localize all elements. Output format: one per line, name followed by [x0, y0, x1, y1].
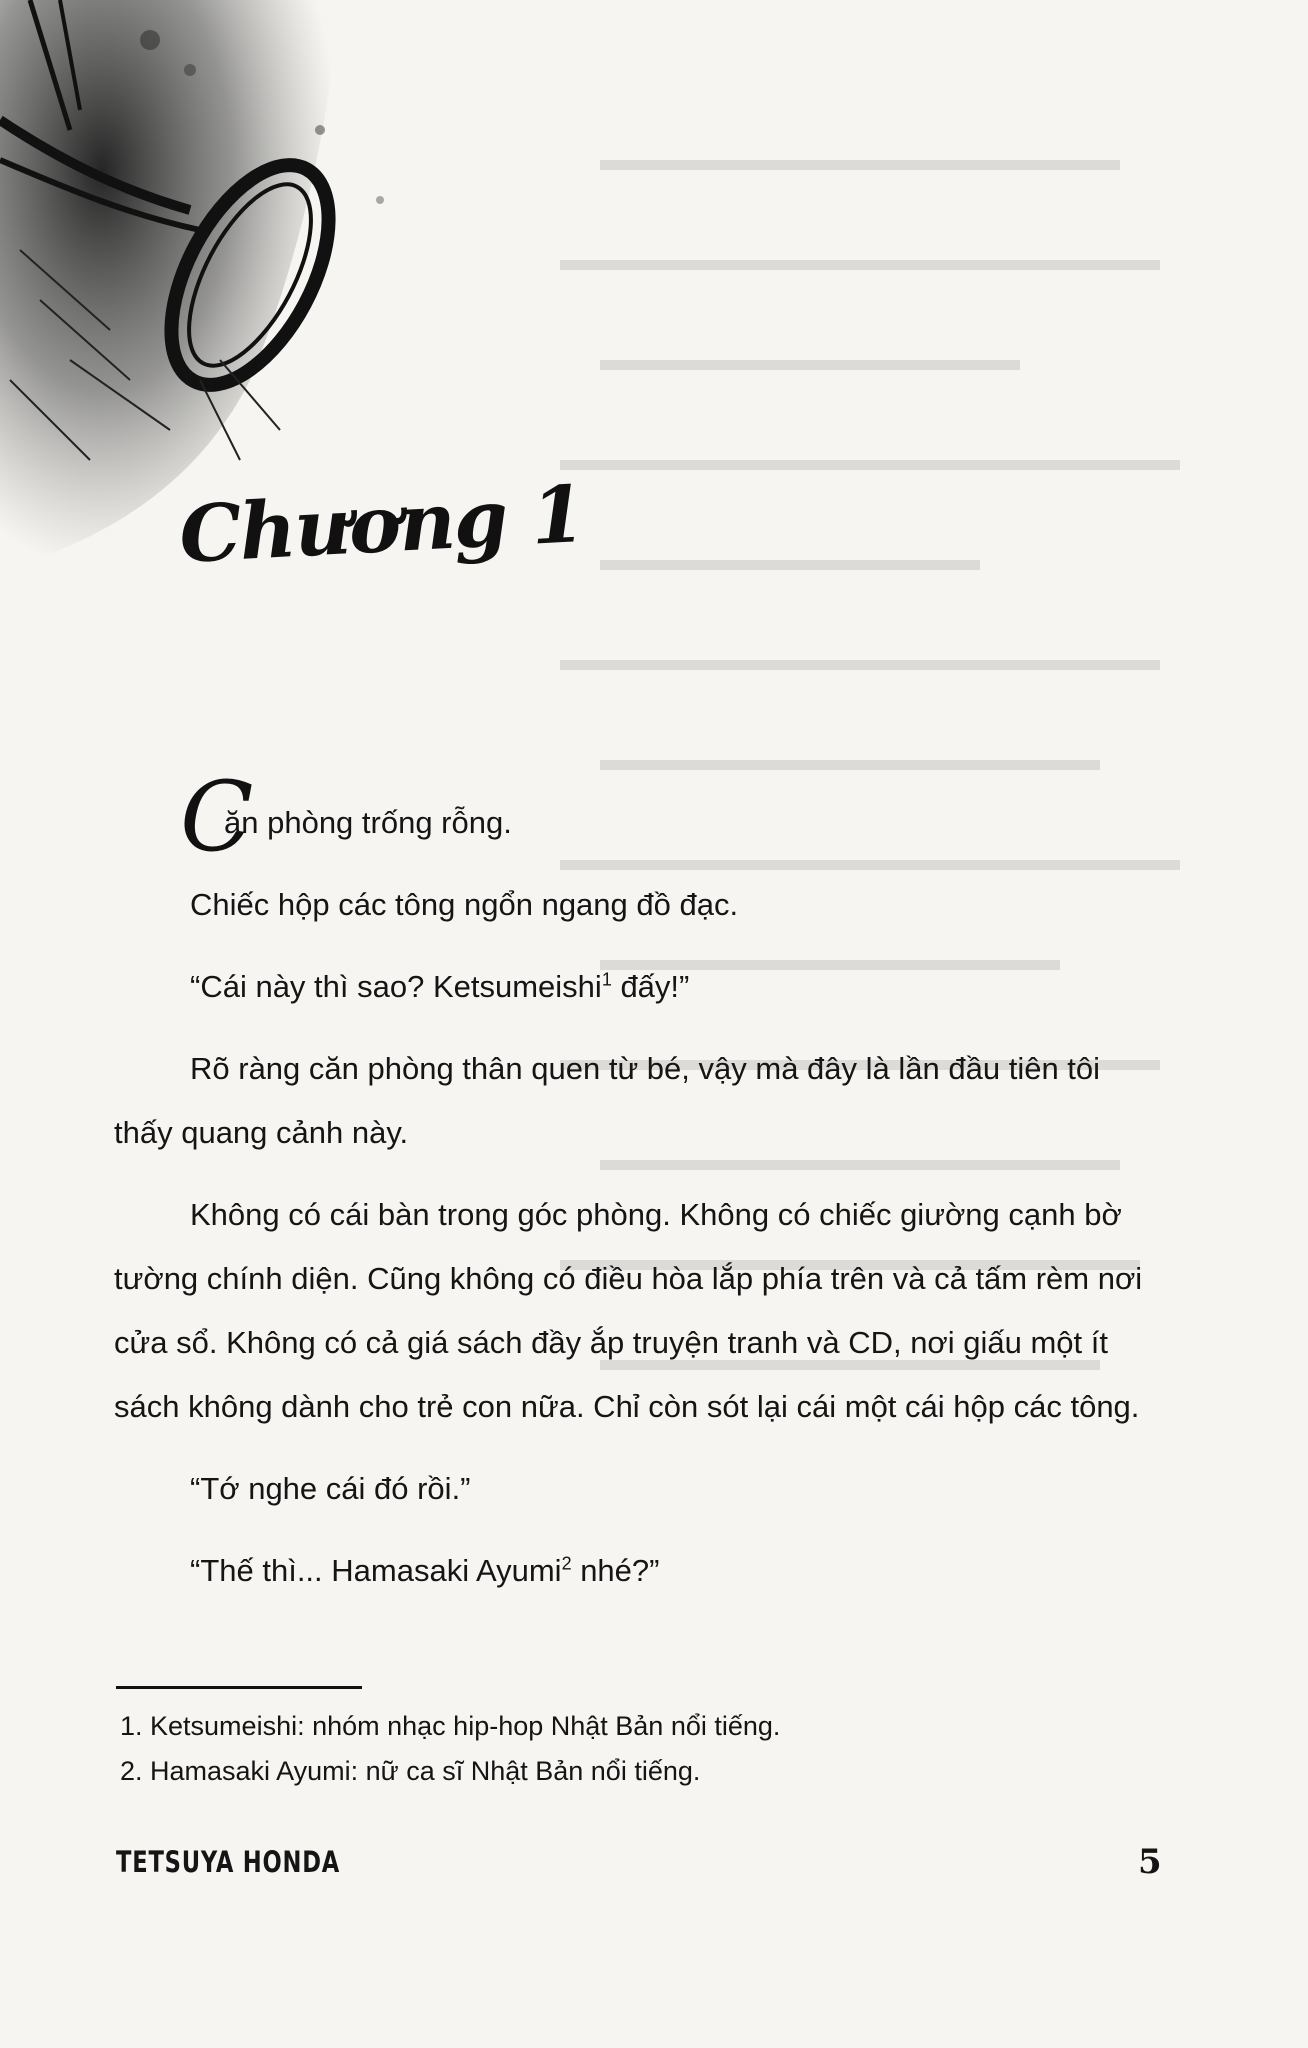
footnotes [120, 1704, 1120, 1794]
paragraph [114, 1539, 1154, 1603]
paragraph: Rõ ràng căn phòng thân quen từ bé, vậy mà đây là lần đầu tiên tôi thấy quang cảnh này. [114, 1051, 1101, 1150]
dialogue-text: “Cái này thì sao? Ketsumeishi [190, 969, 602, 1004]
running-footer-author: TETSUYA HONDA [116, 1845, 341, 1879]
page-number: 5 [1138, 1842, 1162, 1882]
paragraph [114, 955, 1154, 1019]
drop-cap: C [180, 761, 254, 873]
chapter-title: Chương 1 [177, 468, 586, 581]
footnote-divider [116, 1686, 362, 1689]
footnote-marker: 2 [561, 1553, 572, 1574]
dialogue-text: đấy!” [611, 969, 690, 1004]
first-paragraph-text: ăn phòng trống rỗng. [224, 805, 512, 840]
dialogue-text: nhé?” [571, 1553, 660, 1588]
footnote: 1. Ketsumeishi: nhóm nhạc hip-hop Nhật Bản nổi tiếng. [120, 1711, 781, 1741]
dialogue-text: “Thế thì... Hamasaki Ayumi [190, 1553, 562, 1588]
paragraph: Không có cái bàn trong góc phòng. Không có chiếc giường cạnh bờ tường chính diện. Cũng không có điều hòa lắp phía trên và cả tấm rèm nơi cửa sổ. Không có cả giá sách đầy ắp truyện tranh và CD, nơi giấu một ít sách không dành cho trẻ con nữa. Chỉ còn sót lại cái một cái hộp các tông. [114, 1197, 1143, 1424]
first-paragraph [114, 761, 1154, 873]
footnote-marker: 1 [601, 969, 612, 990]
paragraph: “Tớ nghe cái đó rồi.” [190, 1471, 471, 1506]
paragraph: Chiếc hộp các tông ngổn ngang đồ đạc. [190, 887, 739, 922]
footnote: 2. Hamasaki Ayumi: nữ ca sĩ Nhật Bản nổi tiếng. [120, 1756, 701, 1786]
body-text [114, 760, 1154, 1621]
